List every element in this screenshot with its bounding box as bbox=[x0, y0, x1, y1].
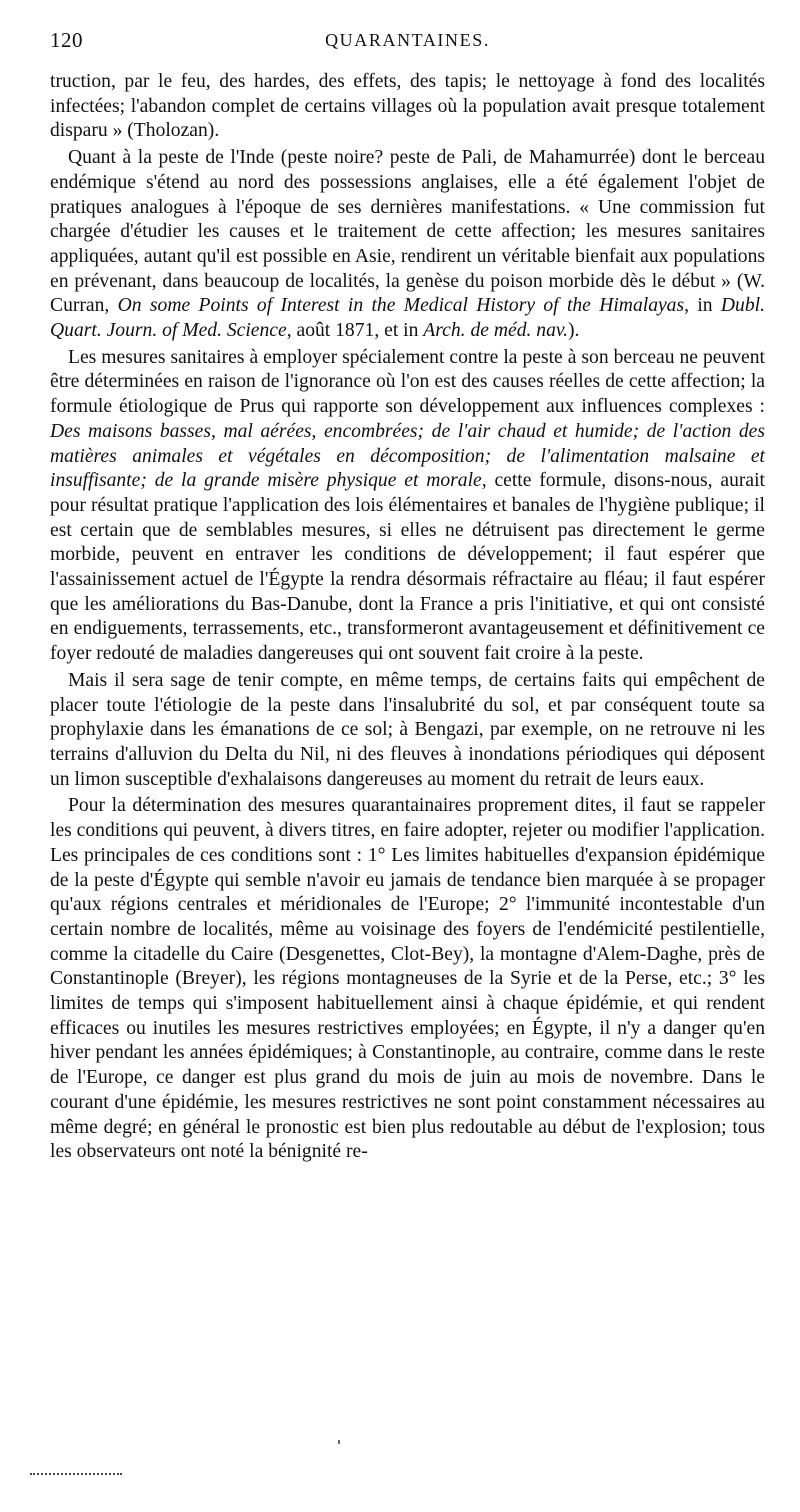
printer-mark bbox=[338, 1440, 340, 1444]
paragraph-mesures-sanitaires bbox=[50, 346, 765, 667]
archive-title: Arch. de méd. nav. bbox=[423, 320, 569, 342]
paragraph-quarantaines bbox=[50, 794, 765, 1165]
footer-rule bbox=[30, 1473, 122, 1475]
text-segment: Quant à la peste de l'Inde (peste noire? peste de Pali, de Mahamurrée) dont le berceau endémique s'étend au nord des possessions anglaises, elle a été également l'objet de pratiques analogues à l'époque de ses dernières manifestations. « Une commission fut chargée d'étudier les causes et le traitement de cette affection; les mesures sanitaires appliquées, autant qu'il est possible en Asie, rendirent un véritable bienfait aux populations en prévenant, dans beaucoup de localités, la genèse du poison morbide dès le début » (W. Curran, bbox=[50, 147, 765, 317]
journal-title: Dubl. Quart. Journ. of Med. Science bbox=[50, 295, 765, 342]
text-segment: Mais il sera sage de tenir compte, en même temps, de certains faits qui empêchent de placer toute l'étiologie de la peste dans l'insalubrité du sol, et par conséquent toute sa prophylaxie dans les émanations de ce sol; à Bengazi, par exemple, on ne retrouve ni les terrains d'alluvion du Delta du Nil, ni des fleuves à inondations périodiques qui déposent un limon susceptible d'exhalaisons dangereuses au moment du retrait de leurs eaux. bbox=[50, 669, 765, 790]
paragraph-peste-inde bbox=[50, 146, 765, 344]
running-title: QUARANTAINES. bbox=[325, 30, 490, 50]
text-segment: , cette formule, disons-nous, aurait pour résultat pratique l'application des lois élémentaires et banales de l'hygiène publique; il est certain que de semblables mesures, si elles ne détruisent pas directement le germe morbide, peuvent en entraver les conditions de développement; il faut espérer que l'assainissement actuel de l'Égypte la rendra désormais réfractaire au fléau; il faut espérer que les améliorations du Bas-Danube, dont la France a pris l'initiative, et qui ont consisté en endiguements, terrassements, etc., transformeront avantageusement et définitivement ce foyer redouté de maladies dangereuses qui ont souvent fait croire à la peste. bbox=[50, 470, 765, 665]
page-header bbox=[50, 28, 765, 62]
italic-quotation: Des maisons basses, mal aérées, encombrées; de l'air chaud et humide; de l'action des matières animales et végétales en décomposition; de l'alimentation malsaine et insuffisante; de la grande misère physique et morale bbox=[50, 420, 765, 492]
text-segment: Pour la détermination des mesures quarantainaires proprement dites, il faut se rappeler les conditions qui peuvent, à divers titres, en faire adopter, rejeter ou modifier l'application. Les principales de ces conditions sont : 1° Les limites habituelles d'expansion épidémique de la peste d'Égypte qui semble n'avoir eu jamais de tendance bien marquée à se propager qu'aux régions centrales et méridionales de l'Europe; 2° l'immunité incontestable d'un certain nombre de localités, même au voisinage des foyers de l'endémicité pestilentielle, comme la citadelle du Caire (Desgenettes, Clot-Bey), la montagne d'Alem-Daghe, près de Constantinople (Breyer), les régions montagneuses de la Syrie et de la Perse, etc.; 3° les limites de temps qui s'imposent habituellement ainsi à chaque épidémie, et qui rendent efficaces ou inutiles les mesures restrictives employées; en Égypte, il n'y a danger qu'en hiver pendant les années épidémiques; à Constantinople, au contraire, comme dans le reste de l'Europe, ce danger est plus grand du mois de juin au mois de novembre. Dans le courant d'une épidémie, les mesures restrictives ne sont point constamment nécessaires au même degré; en général le pronostic est bien plus redoutable au début de l'explosion; tous les observateurs ont noté la bénignité re- bbox=[50, 795, 765, 1163]
body-text bbox=[50, 70, 765, 1165]
paragraph-continuation bbox=[50, 70, 765, 144]
paragraph-bengazi bbox=[50, 669, 765, 793]
text-segment: , août 1871, et in bbox=[286, 320, 424, 342]
page-number: 120 bbox=[50, 28, 83, 52]
text-segment: truction, par le feu, des hardes, des effets, des tapis; le nettoyage à fond des localités infectées; l'abandon complet de certains villages où la population avait presque totalement disparu » (Tholozan). bbox=[50, 71, 765, 142]
citation-title: On some Points of Interest in the Medical History of the Himalayas bbox=[117, 295, 685, 317]
text-segment: ). bbox=[568, 320, 580, 342]
text-segment: , in bbox=[684, 295, 721, 317]
text-segment: Les mesures sanitaires à employer spécialement contre la peste à son berceau ne peuvent être déterminées en raison de l'ignorance où l'on est des causes réelles de cette affection; la formule étiologique de Prus qui rapporte son développement aux influences complexes : bbox=[50, 346, 765, 418]
